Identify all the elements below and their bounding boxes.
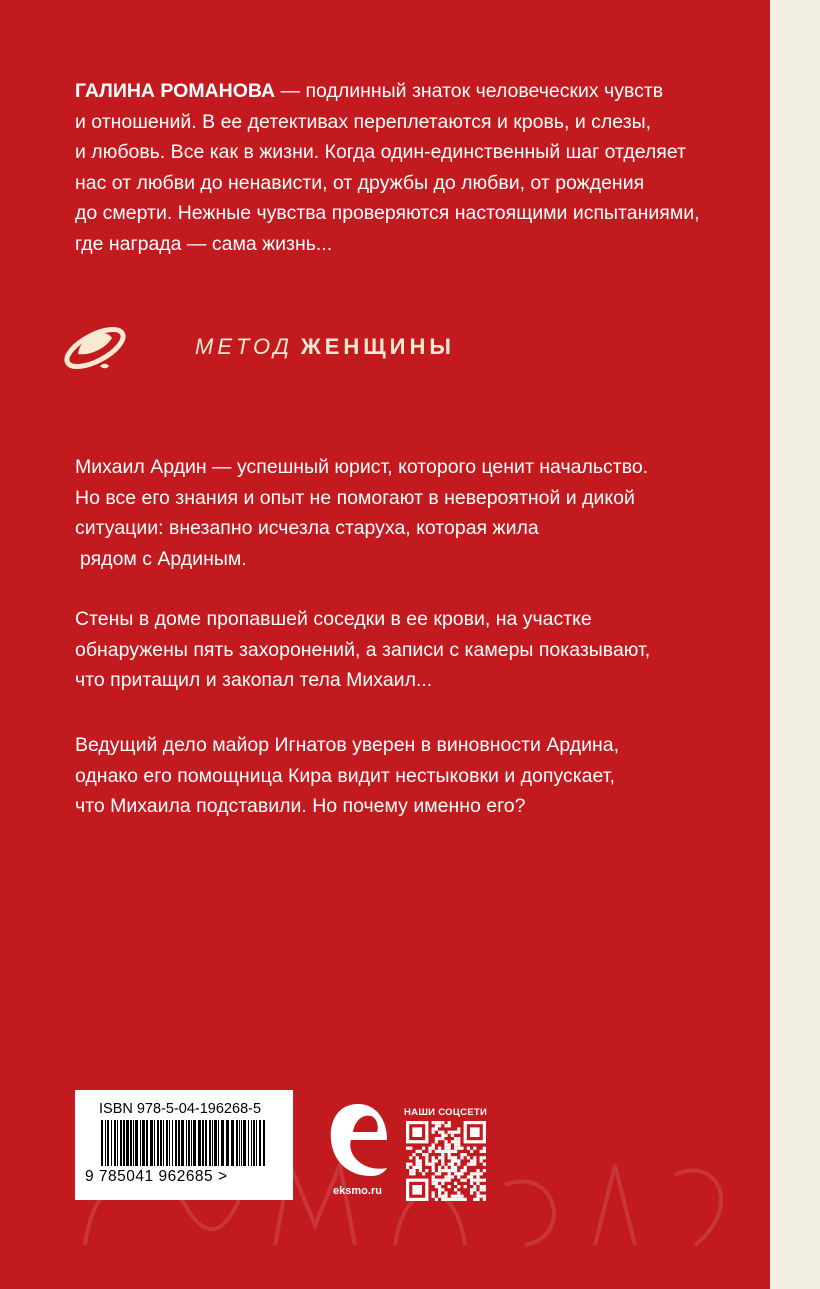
eksmo-logo-icon (325, 1100, 391, 1182)
hat-lips-logo-icon (60, 318, 130, 378)
barcode-digits: 9 785041 962685 > (85, 1168, 228, 1185)
spine-edge (770, 0, 820, 1289)
author-bio-line: и отношений. В ее детективах переплетаются и кровь, и слезы, (75, 110, 652, 133)
author-bio-line: где награда — сама жизнь... (75, 232, 333, 255)
description-line: Ведущий дело майор Игнатов уверен в виновности Ардина, (75, 734, 620, 756)
description-line: что притащил и закопал тела Михаил... (75, 669, 433, 691)
author-bio-line: нас от любви до ненависти, от дружбы до любви, от рождения (75, 171, 645, 194)
description-line: Михаил Ардин — успешный юрист, которого ценит начальство. (75, 456, 649, 478)
description-paragraph-1 (75, 452, 755, 574)
description-line: Но все его знания и опыт не помогают в невероятной и дикой (75, 486, 635, 509)
description-line: рядом с Ардиным. (80, 547, 247, 570)
qr-code-icon (406, 1121, 486, 1201)
author-bio-line: до смерти. Нежные чувства проверяются настоящими испытаниями, (75, 202, 700, 224)
description-line: ситуации: внезапно исчезла старуха, которая жила (75, 517, 539, 539)
description-line: однако его помощница Кира видит нестыковки и допускает, (75, 764, 615, 787)
description-line: Стены в доме пропавшей соседки в ее крови, на участке (75, 608, 592, 630)
series-word-method: МЕТОД (195, 334, 293, 359)
description-line: обнаружены пять захоронений, а записи с камеры показывают, (75, 638, 651, 661)
isbn-number: ISBN 978-5-04-196268-5 (99, 1101, 262, 1117)
author-bio-line: и любовь. Все как в жизни. Когда один-единственный шаг отделяет (75, 141, 686, 163)
series-brand (60, 318, 455, 378)
series-word-women: ЖЕНЩИНЫ (300, 334, 455, 359)
publisher-block (320, 1100, 395, 1210)
publisher-site: eksmo.ru (333, 1185, 382, 1197)
series-title (195, 334, 455, 360)
author-bio (75, 76, 735, 259)
author-bio-line: — подлинный знаток человеческих чувств (275, 80, 664, 102)
social-block (404, 1107, 489, 1202)
description-paragraph-3 (75, 730, 755, 822)
author-name: ГАЛИНА РОМАНОВА (75, 80, 276, 102)
barcode-box (75, 1090, 293, 1200)
description-line: что Михаила подставили. Но почему именно его? (75, 795, 526, 817)
description-paragraph-2 (75, 604, 755, 696)
social-caption: НАШИ СОЦСЕТИ (404, 1107, 488, 1118)
